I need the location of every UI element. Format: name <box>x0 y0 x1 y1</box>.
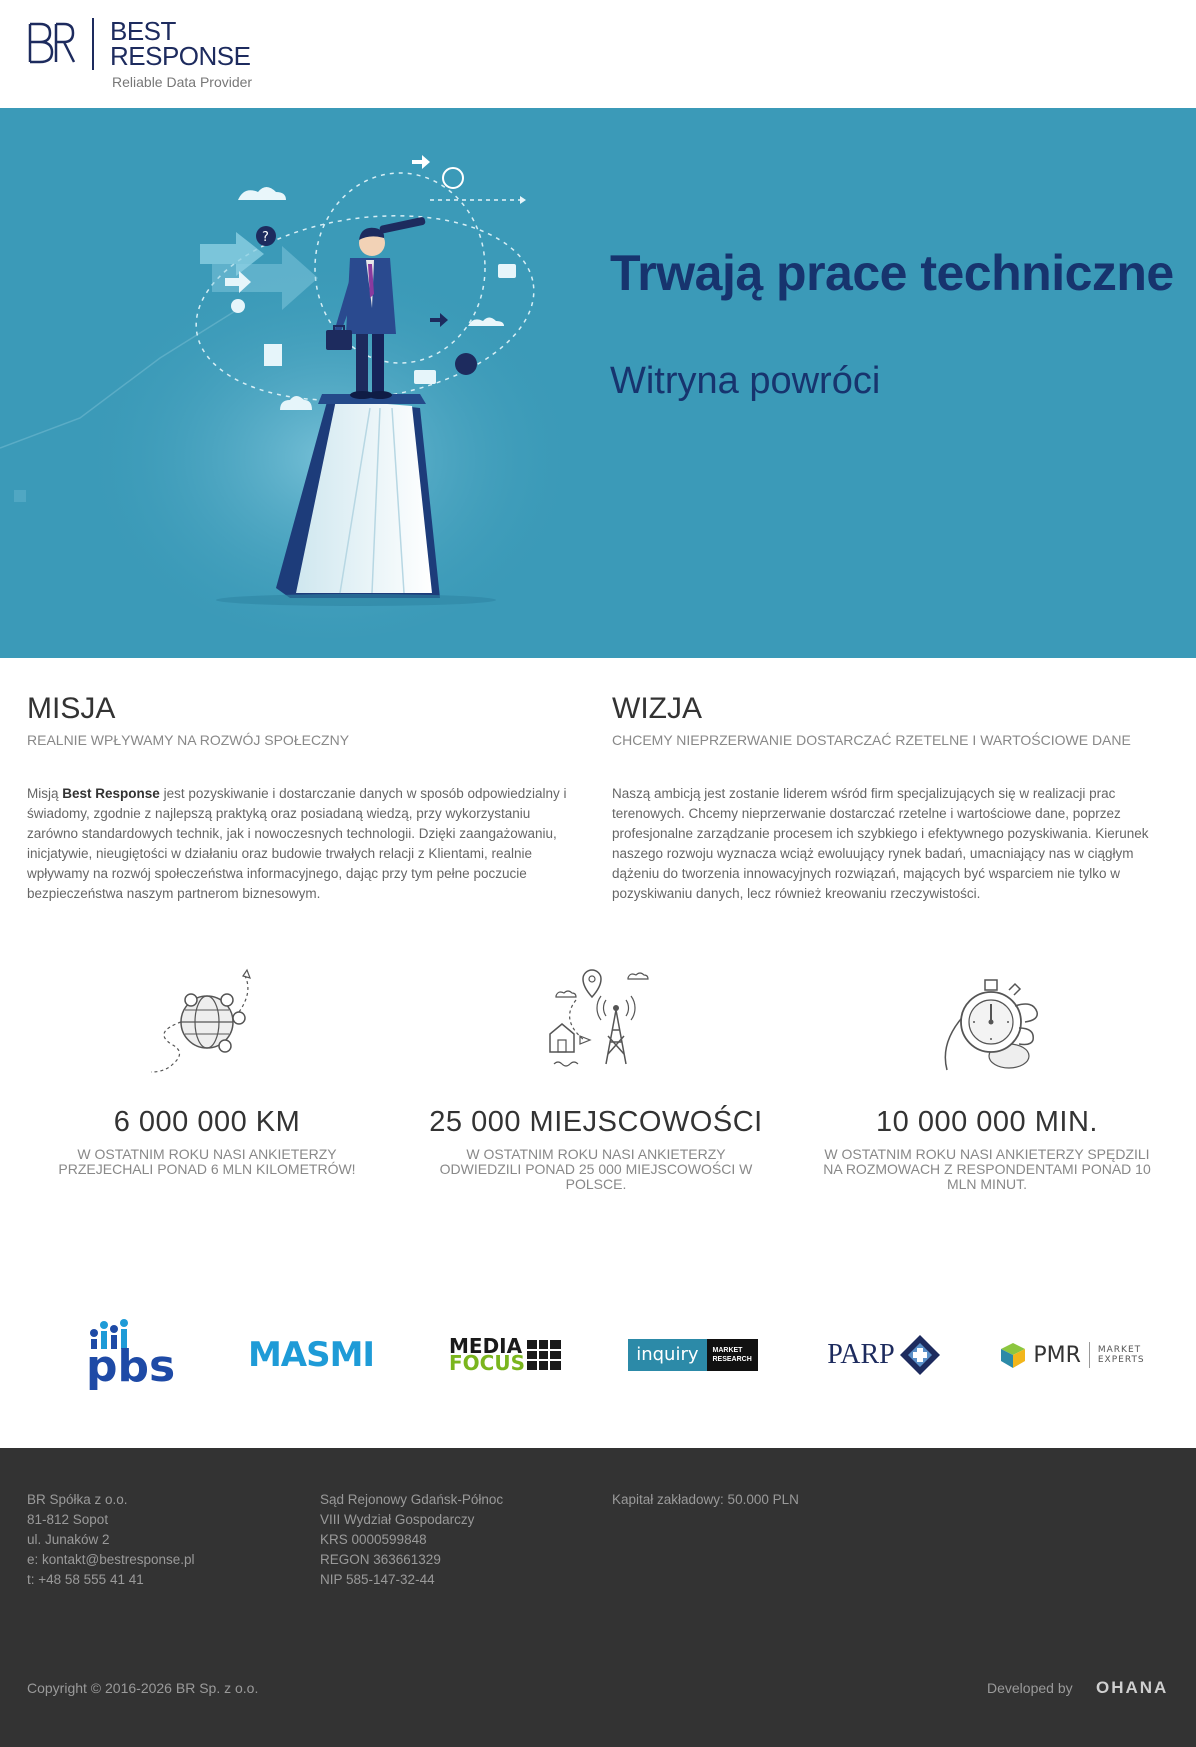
partner-pmr-logo[interactable] <box>996 1310 1148 1400</box>
parp-logo-text: PARP <box>827 1339 895 1370</box>
partner-parp-logo[interactable] <box>822 1310 946 1400</box>
partner-logos <box>0 1280 1196 1430</box>
hero-subtitle: Witryna powróci <box>610 360 881 402</box>
media-focus-grid-icon <box>527 1340 561 1370</box>
stat-distance-description: W OSTATNIM ROKU NASI ANKIETERZY PRZEJECHALI PONAD 6 MLN KILOMETRÓW! <box>58 1146 356 1177</box>
footer-email[interactable]: e: kontakt@bestresponse.pl <box>27 1552 195 1567</box>
footer-division: VIII Wydział Gospodarczy <box>320 1512 475 1527</box>
media-focus-top-text: MEDIA <box>449 1334 523 1358</box>
inquiry-badge-top: MARKET <box>712 1347 743 1354</box>
footer-street: ul. Junaków 2 <box>27 1532 110 1547</box>
stat-distance <box>27 966 387 1177</box>
globe-travel-icon <box>147 966 267 1076</box>
mission-text-rest: jest pozyskiwanie i dostarczanie danych w sposób odpowiedzialny i świadomy, zgodnie z najlepszą praktyką oraz posiadaną wiedzą, przy wykorzystaniu zarówno standardowych technik, jak i nowoczesnych technologii. Dzięki zaangażowaniu, inicjatywie, nieugiętości w działaniu oraz budowie trwałych relacji z Klientami, realnie wpływamy na rozwój społeczeństwa informacyjnego, dając przy tym pełne poczucie bezpieczeństwa naszym partnerom biznesowym. <box>27 786 567 901</box>
footer-copyright: Copyright © 2016-2026 BR Sp. z o.o. <box>27 1680 259 1696</box>
masmi-logo-text: MASMI <box>247 1335 375 1375</box>
mission-text <box>27 784 569 904</box>
stat-places-value: 25 000 MIEJSCOWOŚCI <box>429 1106 763 1138</box>
footer-company-info <box>27 1490 195 1590</box>
developer-logo[interactable]: OHANA <box>1096 1678 1169 1697</box>
pmr-side-top: MARKET <box>1097 1345 1142 1355</box>
footer-regon: REGON 363661329 <box>320 1552 441 1567</box>
inquiry-logo-text: inquiry <box>628 1339 706 1371</box>
site-footer <box>0 1448 1196 1747</box>
footer-registry-info <box>320 1490 503 1590</box>
svg-text:pbs: pbs <box>86 1341 176 1392</box>
svg-text:?: ? <box>262 230 269 245</box>
mission-text-brand: Best Response <box>62 786 160 801</box>
footer-company-name: BR Spółka z o.o. <box>27 1492 128 1507</box>
logo-tagline: Reliable Data Provider <box>112 74 253 90</box>
pbs-logo-icon <box>82 1315 178 1395</box>
stat-minutes <box>807 966 1167 1192</box>
hero-title: Trwają prace techniczne <box>610 245 1174 301</box>
stat-places-description: W OSTATNIM ROKU NASI ANKIETERZY ODWIEDZILI PONAD 25 000 MIEJSCOWOŚCI W POLSCE. <box>439 1146 753 1192</box>
businessman-on-book-illustration-icon <box>0 108 560 658</box>
stopwatch-hand-icon <box>927 966 1047 1076</box>
footer-capital: Kapitał zakładowy: 50.000 PLN <box>612 1492 799 1507</box>
footer-court: Sąd Rejonowy Gdańsk-Północ <box>320 1492 504 1507</box>
media-focus-bottom-text: FOCUS <box>449 1351 525 1375</box>
logo-divider <box>92 18 94 70</box>
brand-logo[interactable] <box>26 16 256 94</box>
partner-inquiry-logo[interactable] <box>629 1310 757 1400</box>
mission-subtitle: REALNIE WPŁYWAMY NA ROZWÓJ SPOŁECZNY <box>27 732 350 748</box>
logo-best-text: BEST <box>110 16 176 46</box>
vision-title: WIZJA <box>612 692 702 725</box>
vision-section <box>612 690 1162 904</box>
pmr-cube-icon <box>999 1341 1027 1369</box>
location-tower-icon <box>536 966 656 1076</box>
mission-section <box>27 690 569 904</box>
vision-text: Naszą ambicją jest zostanie liderem wśród firm specjalizujących się w realizacji prac terenowych. Chcemy nieprzerwanie dostarczać rzetelne i wartościowe dane, poprzez profesjonalne zarządzanie procesem ich szybkiego i efektywnego pozyskiwania. Kierunek naszego rozwoju wyznacza wciąż ewoluujący rynek badań, umacniający nas w ciągłym dążeniu do tworzenia innowacyjnych rozwiązań, mających być wsparciem nie tylko w pozyskiwaniu danych, lecz również kreowaniu rzeczywistości. <box>612 786 1149 901</box>
footer-phone[interactable]: t: +48 58 555 41 41 <box>27 1572 144 1587</box>
stat-distance-value: 6 000 000 KM <box>113 1106 301 1138</box>
partner-media-focus-logo[interactable] <box>440 1310 570 1400</box>
partner-masmi-logo[interactable] <box>247 1310 375 1400</box>
footer-capital-info <box>612 1490 799 1510</box>
footer-postal-code: 81-812 Sopot <box>27 1512 109 1527</box>
mission-text-start: Misją <box>27 786 63 801</box>
vision-subtitle: CHCEMY NIEPRZERWANIE DOSTARCZAĆ RZETELNE I WARTOŚCIOWE DANE <box>612 732 1131 748</box>
partner-pbs-logo[interactable] <box>80 1310 180 1400</box>
stat-places <box>416 966 776 1192</box>
footer-krs: KRS 0000599848 <box>320 1532 427 1547</box>
br-logo-mark-icon <box>26 20 76 66</box>
mission-title: MISJA <box>27 692 116 725</box>
pmr-logo-text: PMR <box>1033 1342 1081 1368</box>
pmr-side-bottom: EXPERTS <box>1097 1355 1145 1365</box>
inquiry-badge-bottom: RESEARCH <box>712 1356 752 1363</box>
stat-minutes-description: W OSTATNIM ROKU NASI ANKIETERZY SPĘDZILI NA ROZMOWACH Z RESPONDENTAMI PONAD 10 MLN MINUT. <box>823 1146 1151 1192</box>
logo-response-text: RESPONSE <box>110 41 251 71</box>
hero-banner <box>0 108 1196 658</box>
site-header <box>0 0 1196 108</box>
parp-diamond-icon <box>899 1334 941 1376</box>
footer-nip: NIP 585-147-32-44 <box>320 1572 435 1587</box>
stat-minutes-value: 10 000 000 MIN. <box>876 1106 1098 1138</box>
footer-developed-by: Developed by <box>987 1680 1073 1696</box>
